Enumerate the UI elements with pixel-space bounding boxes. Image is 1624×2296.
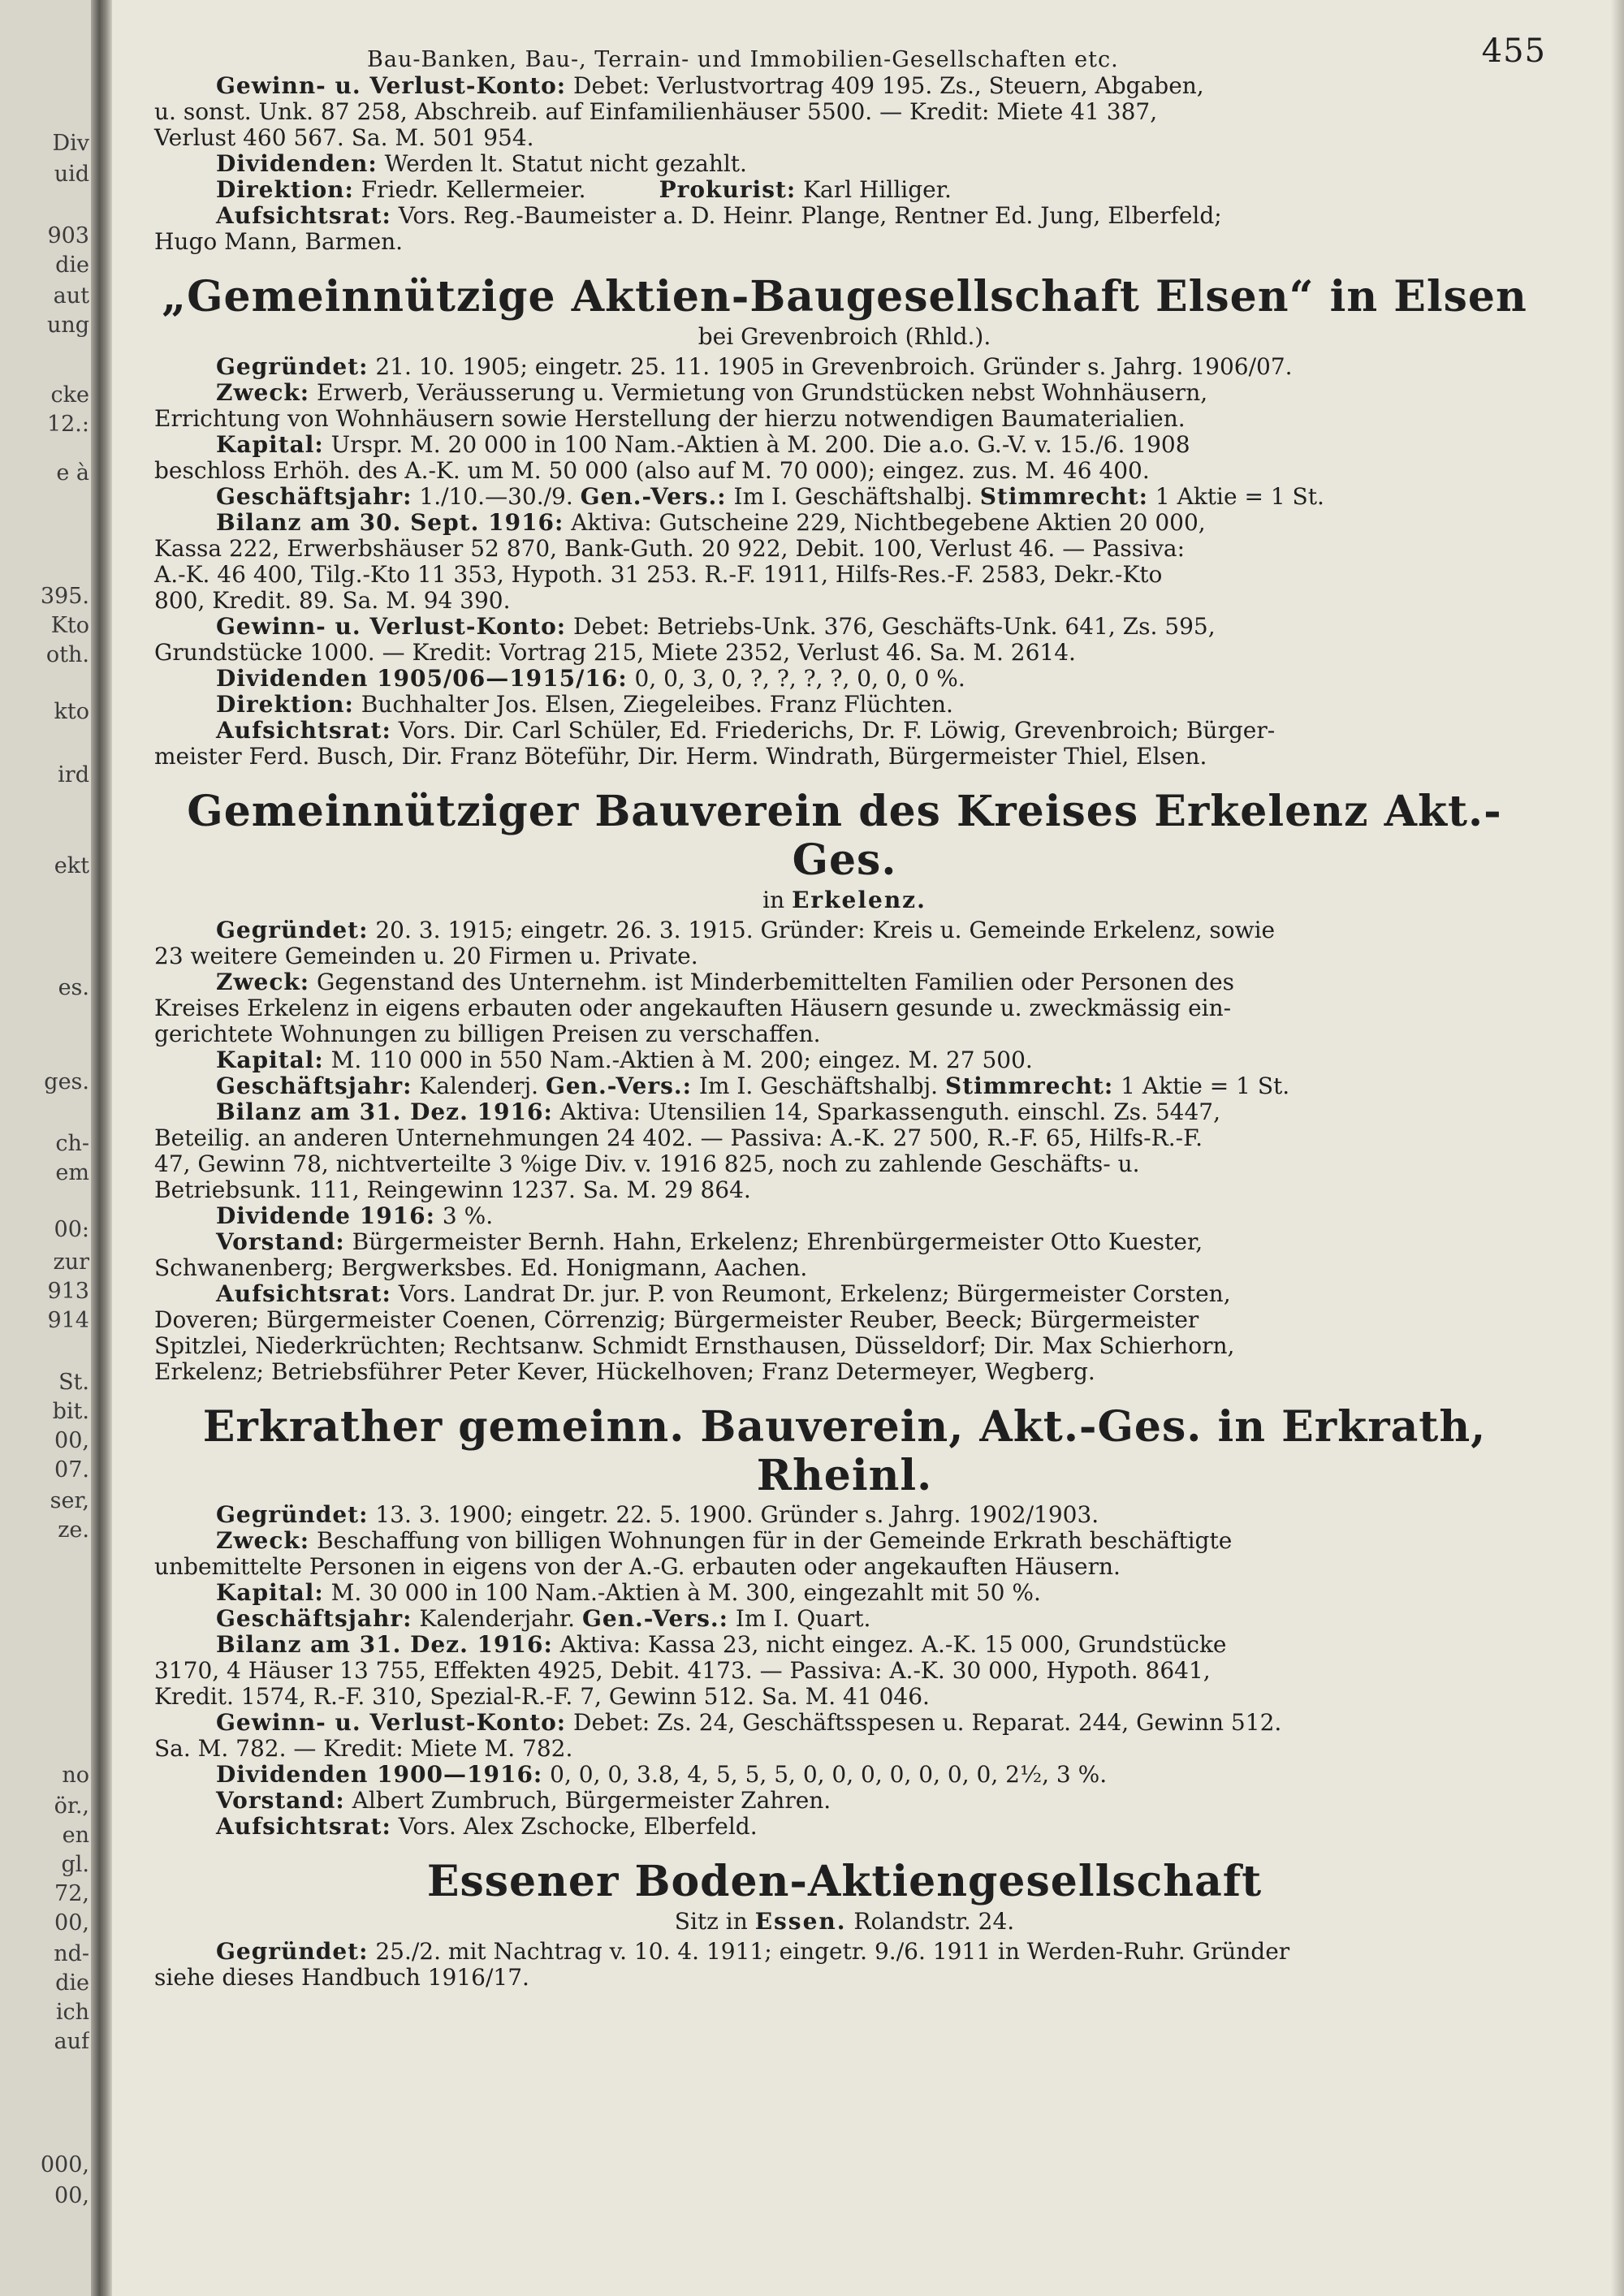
field-text: Bürgermeister Bernh. Hahn, Erkelenz; Ehrenbürgermeister Otto Kuester, [344,1228,1203,1255]
field-text: M. 30 000 in 100 Nam.-Aktien à M. 300, eingezahlt mit 50 %. [323,1579,1041,1606]
field-text: Vors. Alex Zschocke, Elberfeld. [391,1813,758,1840]
entry-line [154,1021,1535,1047]
field-label: Gewinn- u. Verlust-Konto: [216,613,567,640]
field-text: Debet: Betriebs-Unk. 376, Geschäfts-Unk. 641, Zs. 595, [566,613,1216,640]
field-label: Gen.-Vers.: [545,1072,692,1099]
field-text: 25./2. mit Nachtrag v. 10. 4. 1911; eingetr. 9./6. 1911 in Werden-Ruhr. Gründer [368,1938,1290,1965]
entry-line [154,917,1535,943]
left-page-text-fragment: 72, [54,1882,89,1906]
left-page-text-fragment: ird [58,763,89,788]
field-text: Betriebsunk. 111, Reingewinn 1237. Sa. M. 29 864. [154,1176,751,1203]
field-text: Aktiva: Kassa 23, nicht eingez. A.-K. 15 000, Grundstücke [552,1631,1227,1658]
field-text: Im I. Geschäftshalbj. [726,483,980,510]
book-gutter [91,0,112,2296]
field-label: Dividenden 1905/06—1915/16: [216,665,628,692]
entry-line [154,177,1535,203]
entry-line [154,510,1535,536]
entry-line [154,1099,1535,1125]
entry-line [154,1710,1535,1736]
page [154,23,1546,1991]
left-page-text-fragment: 07. [54,1458,89,1482]
entry-lines [154,1502,1535,1840]
company-title: Essener Boden-Aktiengesellschaft [426,1857,1263,1906]
entry-line [154,1125,1535,1151]
field-text: Im I. Quart. [728,1605,871,1632]
field-text: Friedr. Kellermeier. [353,176,586,203]
entry-line [154,380,1535,406]
entry-line [154,588,1535,614]
field-text: 47, Gewinn 78, nichtverteilte 3 %ige Div. v. 1916 825, noch zu zahlende Geschäfts- u. [154,1150,1140,1177]
entry-line [154,1965,1535,1991]
field-label: Direktion: [216,176,354,203]
field-text: Karl Hilliger. [796,176,952,203]
field-label: Kapital: [216,1047,324,1073]
left-page-text-fragment: ekt [54,854,89,878]
left-page-text-fragment: e à [56,461,89,486]
left-page-text-fragment: en [62,1823,89,1848]
field-label: Aufsichtsrat: [216,202,391,229]
field-label: Dividende 1916: [216,1202,435,1229]
field-label: Geschäftsjahr: [216,1072,412,1099]
entry-line [154,203,1535,229]
field-label: Aufsichtsrat: [216,1813,391,1840]
field-label: Zweck: [216,379,310,406]
running-title: Bau-Banken, Bau-, Terrain- und Immobilien-Gesellschaften etc. [367,47,1119,72]
location-address: Rolandstr. 24. [846,1908,1015,1935]
field-label: Dividenden 1900—1916: [216,1761,543,1788]
left-page-text-fragment: die [55,1971,89,1996]
field-label: Gen.-Vers.: [581,1605,728,1632]
field-label: Geschäftsjahr: [216,1605,412,1632]
entry-line [154,151,1535,177]
entry-lines [154,354,1535,770]
location-prefix: Sitz in [674,1908,755,1935]
left-page-text-fragment: 00, [54,2184,89,2208]
left-page-text-fragment: ch- [55,1132,89,1156]
left-page-text-fragment: ze. [58,1518,89,1543]
left-page-text-fragment: ich [55,2000,89,2025]
field-text: 800, Kredit. 89. Sa. M. 94 390. [154,587,511,614]
field-label: Gewinn- u. Verlust-Konto: [216,72,567,99]
field-text: Aktiva: Gutscheine 229, Nichtbegebene Aktien 20 000, [564,509,1206,536]
field-label: Prokurist: [659,176,797,203]
field-text: 1 Aktie = 1 St. [1113,1072,1290,1099]
entry-line [154,995,1535,1021]
company-title: Gemeinnütziger Bauverein des Kreises Erkelenz Akt.-Ges. [187,787,1502,885]
left-page-text-fragment: 913 [47,1280,89,1304]
left-page-text-fragment: Div [52,132,89,156]
entry-line [154,1736,1535,1762]
entry-line [154,536,1535,562]
left-page-text-fragment: es. [58,976,89,1000]
company-location [154,1908,1535,1936]
entry-line [154,1307,1535,1333]
entry-line [154,969,1535,995]
field-text: 23 weitere Gemeinden u. 20 Firmen u. Private. [154,943,698,969]
field-label: Gen.-Vers.: [580,483,727,510]
left-page-text-fragment: ör., [54,1794,89,1819]
entry-line [154,1684,1535,1710]
entry-line [154,614,1535,640]
field-label: Geschäftsjahr: [216,483,412,510]
left-page-text-fragment: gl. [61,1853,89,1877]
entry-line [154,1359,1535,1385]
field-text: Aktiva: Utensilien 14, Sparkassenguth. einschl. Zs. 5447, [552,1098,1220,1125]
left-page-fragment [0,0,96,2296]
field-text: 3 %. [434,1202,494,1229]
company-entry-erkelenz [154,788,1535,1385]
entry-line [154,1788,1535,1814]
entry-line [154,943,1535,969]
left-page-text-fragment: St. [58,1370,89,1395]
field-label: Aufsichtsrat: [216,1280,391,1307]
field-label: Stimmrecht: [944,1072,1114,1099]
field-text: 21. 10. 1905; eingetr. 25. 11. 1905 in Grevenbroich. Gründer s. Jahrg. 1906/07. [368,353,1293,380]
field-text: Beteilig. an anderen Unternehmungen 24 402. — Passiva: A.-K. 27 500, R.-F. 65, Hilfs-R.-F. [154,1124,1203,1151]
left-page-text-fragment: 00: [54,1218,89,1242]
left-page-text-fragment: zur [53,1250,89,1275]
field-text: unbemittelte Personen in eigens von der A.-G. erbauten oder angekauften Häusern. [154,1553,1121,1580]
page-edge-shadow [1611,0,1624,2296]
field-text: Grundstücke 1000. — Kredit: Vortrag 215, Miete 2352, Verlust 46. Sa. M. 2614. [154,639,1076,666]
field-label: Gegründet: [216,1501,369,1528]
field-text: Hugo Mann, Barmen. [154,228,404,255]
field-label: Bilanz am 31. Dez. 1916: [216,1098,553,1125]
field-text: 13. 3. 1900; eingetr. 22. 5. 1900. Gründer s. Jahrg. 1902/1903. [368,1501,1099,1528]
field-text: 3170, 4 Häuser 13 755, Effekten 4925, Debit. 4173. — Passiva: A.-K. 30 000, Hypoth. 8641, [154,1657,1211,1684]
field-text: meister Ferd. Busch, Dir. Franz Böteführ, Dir. Herm. Windrath, Bürgermeister Thiel, Elsen. [154,743,1207,770]
entry-line [154,1580,1535,1606]
field-label: Vorstand: [216,1228,345,1255]
left-page-text-fragment: 000, [40,2153,89,2177]
entry-line [154,458,1535,484]
entry-line [154,692,1535,718]
field-text: A.-K. 46 400, Tilg.-Kto 11 353, Hypoth. 31 253. R.-F. 1911, Hilfs-Res.-F. 2583, Dekr.-Kto [154,561,1163,588]
left-page-text-fragment: 00, [54,1429,89,1453]
field-text: Errichtung von Wohnhäusern sowie Herstellung der hierzu notwendigen Baumaterialien. [154,405,1186,432]
entry-line [154,125,1535,151]
left-page-text-fragment: em [55,1161,89,1185]
field-text: Debet: Verlustvortrag 409 195. Zs., Steuern, Abgaben, [566,72,1204,99]
page-number: 455 [1481,32,1546,70]
field-label: Stimmrecht: [979,483,1148,510]
company-title: Erkrather gemeinn. Bauverein, Akt.-Ges. in Erkrath, Rheinl. [202,1402,1487,1500]
field-text: 20. 3. 1915; eingetr. 26. 3. 1915. Gründer: Kreis u. Gemeinde Erkelenz, sowie [368,917,1276,943]
left-page-text-fragment: auf [54,2030,89,2054]
field-label: Direktion: [216,691,354,718]
left-page-text-fragment: ung [46,313,89,338]
location-city: Essen. [754,1908,847,1935]
entry-line [154,229,1535,255]
left-page-text-fragment: die [55,253,89,278]
left-page-text-fragment: 395. [40,585,89,609]
entry-continuation [154,73,1535,255]
field-text: Gegenstand des Unternehm. ist Minderbemittelten Familien oder Personen des [309,969,1235,995]
left-page-text-fragment: uid [54,162,89,187]
field-label: Aufsichtsrat: [216,717,391,744]
entry-line [154,1151,1535,1177]
field-text: Kalenderjahr. [412,1605,582,1632]
entry-line [154,1229,1535,1255]
entry-line [154,1554,1535,1580]
field-label: Bilanz am 30. Sept. 1916: [216,509,564,536]
field-label: Kapital: [216,1579,324,1606]
field-text: Erwerb, Veräusserung u. Vermietung von Grundstücken nebst Wohnhäusern, [309,379,1208,406]
entry-line [154,666,1535,692]
entry-line [154,1073,1535,1099]
field-label: Vorstand: [216,1787,345,1814]
entry-line [154,1177,1535,1203]
entry-line [154,744,1535,770]
entry-line [154,1047,1535,1073]
field-text: Kalenderj. [412,1072,546,1099]
field-text: beschloss Erhöh. des A.-K. um M. 50 000 (also auf M. 70 000); eingez. zus. M. 46 400. [154,457,1150,484]
field-text: Vors. Reg.-Baumeister a. D. Heinr. Plange, Rentner Ed. Jung, Elberfeld; [391,202,1222,229]
field-text: Spitzlei, Niederkrüchten; Rechtsanw. Schmidt Ernsthausen, Düsseldorf; Dir. Max Schierhorn, [154,1332,1235,1359]
field-label: Bilanz am 31. Dez. 1916: [216,1631,553,1658]
field-text: Buchhalter Jos. Elsen, Ziegeleibes. Franz Flüchten. [353,691,953,718]
entry-line [154,99,1535,125]
entry-line [154,1528,1535,1554]
entry-line [154,484,1535,510]
company-entry-elsen [154,273,1535,770]
entry-line [154,640,1535,666]
entry-line [154,406,1535,432]
entry-line [154,73,1535,99]
entry-line [154,1762,1535,1788]
location-prefix: in [762,887,793,913]
field-text: 1./10.—30./9. [412,483,581,510]
field-label: Gegründet: [216,1938,369,1965]
entry-line [154,1606,1535,1632]
field-text: Doveren; Bürgermeister Coenen, Cörrenzig; Bürgermeister Reuber, Beeck; Bürgermeister [154,1306,1199,1333]
field-text: 0, 0, 0, 3.8, 4, 5, 5, 5, 0, 0, 0, 0, 0, 0, 0, 2½, 3 %. [542,1761,1108,1788]
left-page-text-fragment: no [62,1763,89,1788]
field-label: Zweck: [216,1527,310,1554]
entry-line [154,432,1535,458]
field-text: Kassa 222, Erwerbshäuser 52 870, Bank-Guth. 20 922, Debit. 100, Verlust 46. — Passiva: [154,535,1186,562]
entry-line [154,1203,1535,1229]
field-text: Vors. Dir. Carl Schüler, Ed. Friederichs, Dr. F. Löwig, Grevenbroich; Bürger- [391,717,1276,744]
left-page-text-fragment: kto [54,700,89,724]
field-label: Gegründet: [216,917,369,943]
left-page-text-fragment: aut [53,284,89,309]
entry-line [154,354,1535,380]
left-page-text-fragment: ser, [50,1489,89,1513]
left-page-text-fragment: 00, [54,1911,89,1936]
entry-line [154,1939,1535,1965]
entry-line [154,562,1535,588]
company-title: „Gemeinnützige Aktien-Baugesellschaft Elsen“ in Elsen [162,272,1527,322]
field-text: Kreises Erkelenz in eigens erbauten oder angekauften Häusern gesunde u. zweckmässig ein- [154,995,1232,1021]
left-page-text-fragment: 903 [47,224,89,248]
left-page-text-fragment: ges. [44,1070,89,1094]
entry-line [154,718,1535,744]
field-text: Debet: Zs. 24, Geschäftsspesen u. Reparat. 244, Gewinn 512. [566,1709,1282,1736]
left-page-text-fragment: Kto [50,614,89,638]
field-text: Albert Zumbruch, Bürgermeister Zahren. [344,1787,831,1814]
field-text: Im I. Geschäftshalbj. [691,1072,945,1099]
entry-lines [154,917,1535,1385]
left-page-text-fragment: 12.: [46,412,89,437]
field-text: Verlust 460 567. Sa. M. 501 954. [154,124,534,151]
entry-line [154,1502,1535,1528]
left-page-text-fragment: 914 [47,1309,89,1333]
company-entry-erkrath [154,1403,1535,1840]
company-entry-essen [154,1858,1535,1991]
field-text: Urspr. M. 20 000 in 100 Nam.-Aktien à M. 200. Die a.o. G.-V. v. 15./6. 1908 [323,431,1190,458]
entry-line [154,1281,1535,1307]
field-label: Dividenden: [216,150,378,177]
field-label: Kapital: [216,431,324,458]
field-text: Erkelenz; Betriebsführer Peter Kever, Hückelhoven; Franz Determeyer, Wegberg. [154,1358,1095,1385]
field-label: Gewinn- u. Verlust-Konto: [216,1709,567,1736]
left-page-text-fragment: nd- [54,1942,89,1966]
company-location: bei Grevenbroich (Rhld.). [698,323,991,350]
company-location [154,887,1535,914]
field-text: Vors. Landrat Dr. jur. P. von Reumont, Erkelenz; Bürgermeister Corsten, [391,1280,1231,1307]
location-city: Erkelenz. [792,887,926,913]
field-text: Kredit. 1574, R.-F. 310, Spezial-R.-F. 7, Gewinn 512. Sa. M. 41 046. [154,1683,930,1710]
field-text: gerichtete Wohnungen zu billigen Preisen zu verschaffen. [154,1021,821,1047]
entry-line [154,1814,1535,1840]
entry-line [154,1333,1535,1359]
entry-line [154,1632,1535,1658]
left-page-text-fragment: cke [50,383,89,408]
entry-lines [154,1939,1535,1991]
field-text: M. 110 000 in 550 Nam.-Aktien à M. 200; eingez. M. 27 500. [323,1047,1033,1073]
left-page-text-fragment: bit. [52,1400,89,1424]
field-label: Zweck: [216,969,310,995]
field-text: Werden lt. Statut nicht gezahlt. [377,150,747,177]
field-text: Schwanenberg; Bergwerksbes. Ed. Honigmann, Aachen. [154,1254,808,1281]
field-text: u. sonst. Unk. 87 258, Abschreib. auf Einfamilienhäuser 5500. — Kredit: Miete 41 387, [154,98,1158,125]
running-head [154,23,1546,73]
field-text: Sa. M. 782. — Kredit: Miete M. 782. [154,1735,573,1762]
left-page-text-fragment: oth. [45,643,89,667]
entry-line [154,1255,1535,1281]
field-text: siehe dieses Handbuch 1916/17. [154,1964,529,1991]
entry-line [154,1658,1535,1684]
field-label: Gegründet: [216,353,369,380]
field-text: 1 Aktie = 1 St. [1148,483,1324,510]
field-text: Beschaffung von billigen Wohnungen für in der Gemeinde Erkrath beschäftigte [309,1527,1233,1554]
field-text: 0, 0, 3, 0, ?, ?, ?, ?, 0, 0, 0 %. [627,665,965,692]
